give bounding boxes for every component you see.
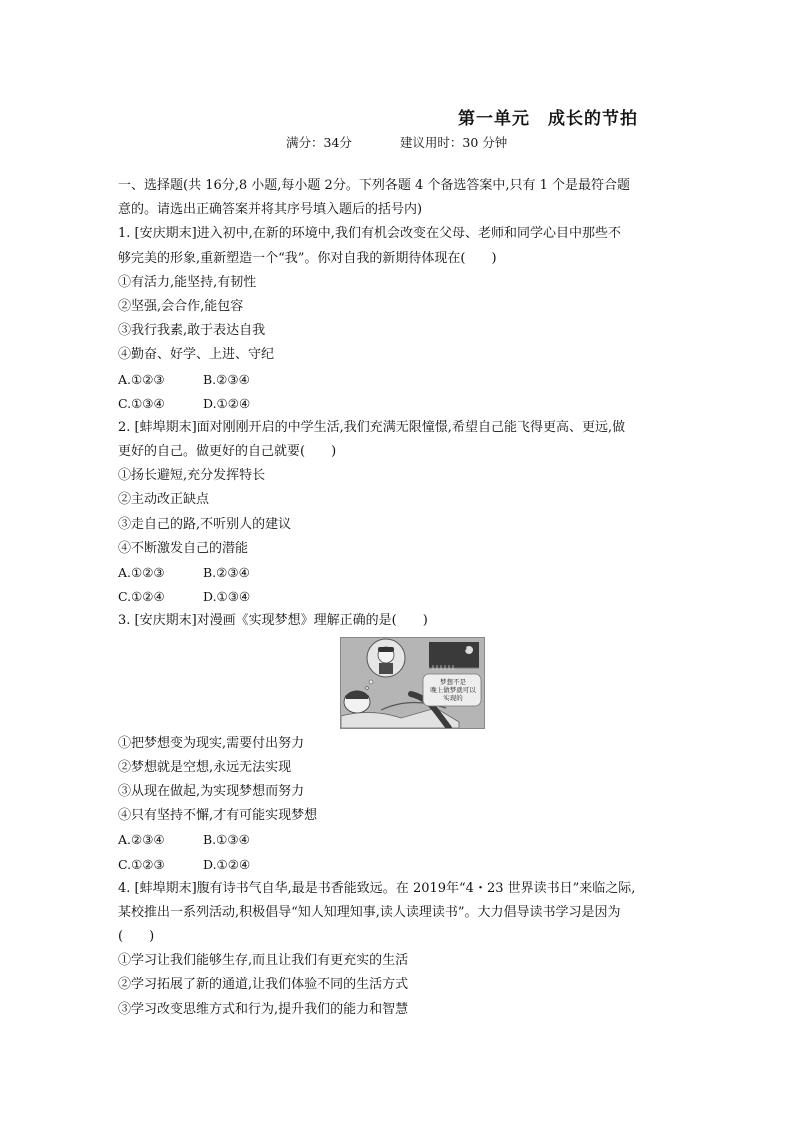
question-item: ①把梦想变为现实,需要付出努力 xyxy=(118,735,305,751)
option-a: A.②③④ xyxy=(118,832,165,848)
option-c: C.①②③ xyxy=(118,856,165,872)
cartoon-caption: 梦想不是 晚上做梦就可以 实现的 xyxy=(430,677,476,702)
option-b: B.②③④ xyxy=(203,371,250,387)
page-title: 第一单元 成长的节拍 xyxy=(458,109,638,129)
question-item: ④不断激发自己的潜能 xyxy=(118,540,249,556)
question-item: ①学习让我们能够生存,而且让我们有更充实的生活 xyxy=(118,953,409,969)
question-item: ③我行我素,敢于表达自我 xyxy=(118,323,266,339)
question-stem: 某校推出一系列活动,积极倡导“知人知理知事,读人读理读书”。大力倡导读书学习是因为 xyxy=(118,904,621,920)
question-item: ①有活力,能坚持,有韧性 xyxy=(118,274,257,290)
question-item: ③走自己的路,不听别人的建议 xyxy=(118,516,292,532)
question-3 xyxy=(118,609,686,876)
question-item: ④只有坚持不懈,才有可能实现梦想 xyxy=(118,808,318,824)
cartoon-illustration xyxy=(340,637,485,729)
question-stem: 2. [蚌埠期末]面对刚刚开启的中学生活,我们充满无限憧憬,希望自己能飞得更高、更远,做 xyxy=(118,419,626,435)
option-b: B.②③④ xyxy=(203,565,250,580)
section-intro-line: 意的。请选出正确答案并将其序号填入题后的括号内) xyxy=(118,202,423,218)
option-d: D.①③④ xyxy=(203,589,251,605)
answer-options xyxy=(118,585,686,609)
option-d: D.①②④ xyxy=(203,856,251,872)
full-score: 满分：34分 xyxy=(286,135,352,150)
question-item: ④勤奋、好学、上进、守纪 xyxy=(118,347,275,363)
question-stem: 1. [安庆期末]进入初中,在新的环境中,我们有机会改变在父母、老师和同学心目中那些不 xyxy=(118,226,621,242)
question-stem: ( ) xyxy=(118,929,155,945)
question-stem: 够完美的形象,重新塑造一个“我”。你对自我的新期待体现在( ) xyxy=(118,250,497,266)
question-item: ②主动改正缺点 xyxy=(118,492,210,508)
answer-options xyxy=(118,561,686,585)
exam-meta xyxy=(286,133,507,151)
question-1 xyxy=(118,222,686,416)
section-intro-line: 一、选择题(共 16分,8 小题,每小题 2分。下列各题 4 个备选答案中,只有 1 个是最符合题 xyxy=(118,178,631,193)
question-item: ③从现在做起,为实现梦想而努力 xyxy=(118,783,305,799)
question-item: ②坚强,会合作,能包容 xyxy=(118,298,244,314)
question-item: ②梦想就是空想,永远无法实现 xyxy=(118,759,292,775)
answer-options xyxy=(118,828,686,852)
answer-options xyxy=(118,853,686,877)
exam-content xyxy=(118,174,686,1022)
question-stem: 3. [安庆期末]对漫画《实现梦想》理解正确的是( ) xyxy=(118,613,428,629)
option-d: D.①②④ xyxy=(203,395,251,411)
option-c: C.①③④ xyxy=(118,395,165,411)
option-a: A.①②③ xyxy=(118,565,165,580)
night-window xyxy=(429,642,479,668)
option-c: C.①②④ xyxy=(118,589,165,605)
question-item: ③学习改变思维方式和行为,提升我们的能力和智慧 xyxy=(118,1001,409,1017)
question-4 xyxy=(118,877,686,1022)
question-item: ②学习拓展了新的通道,让我们体验不同的生活方式 xyxy=(118,977,409,993)
question-item: ①扬长避短,充分发挥特长 xyxy=(118,468,266,484)
answer-options xyxy=(118,392,686,416)
question-stem: 更好的自己。做更好的自己就要( ) xyxy=(118,444,337,460)
answer-options xyxy=(118,368,686,392)
question-2 xyxy=(118,416,686,610)
suggested-time: 建议用时：30 分钟 xyxy=(399,135,508,150)
question-stem: 4. [蚌埠期末]腹有诗书气自华,最是书香能致远。在 2019年“4・23 世界读书日”来临之际, xyxy=(118,880,636,896)
option-b: B.①③④ xyxy=(203,832,250,848)
option-a: A.①②③ xyxy=(118,371,165,387)
